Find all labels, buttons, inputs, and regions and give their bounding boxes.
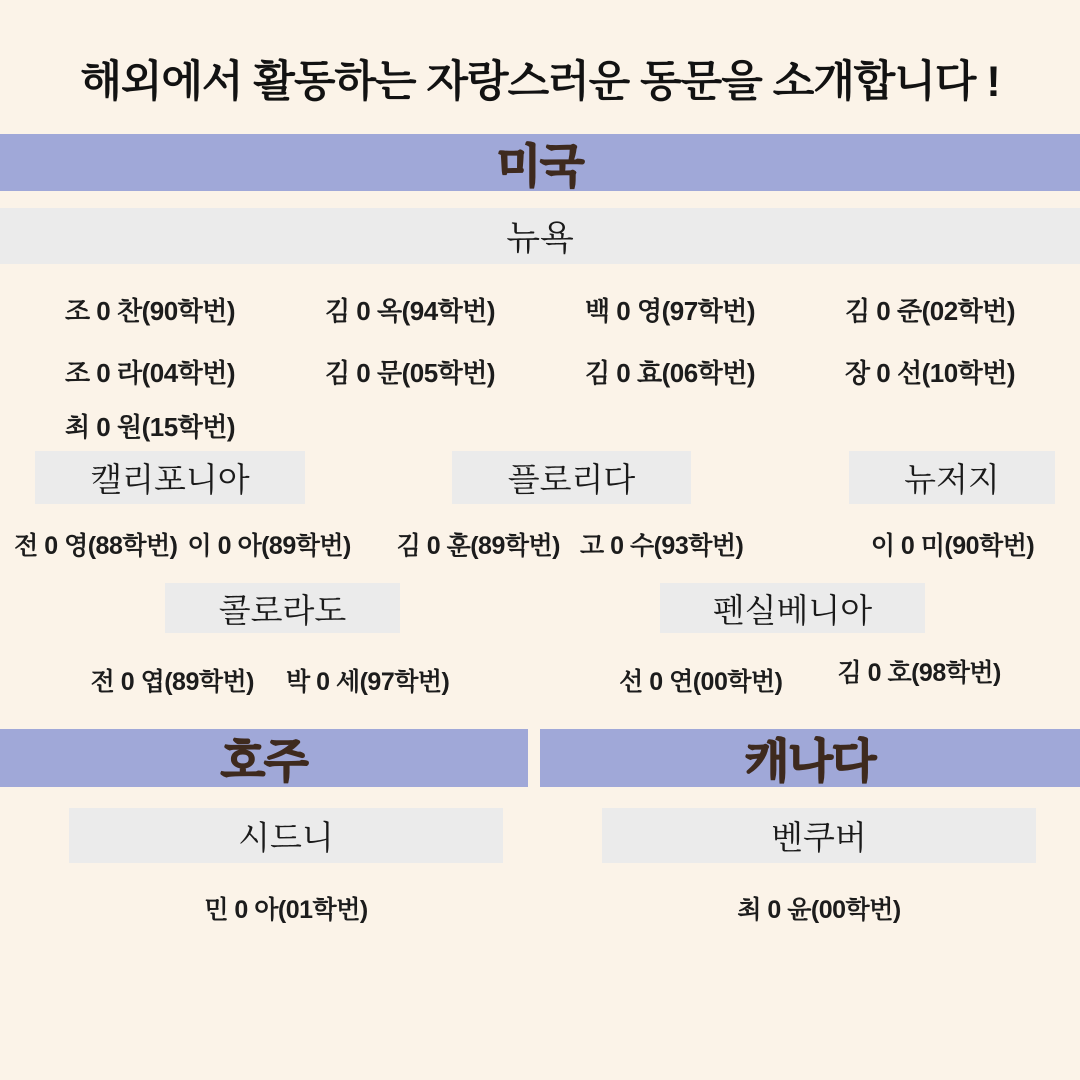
- region-label-new-york: 뉴욕: [506, 219, 574, 258]
- region-label-florida: 플로리다: [507, 461, 636, 498]
- alumni-name: 김 0 문(05학번): [324, 358, 496, 388]
- alumni-name: 이 0 미(90학번): [870, 532, 1035, 560]
- alumni-name: 이 0 아(89학번): [187, 532, 351, 560]
- alumni-name: 최 0 원(15학번): [64, 412, 236, 442]
- alumni-name: 장 0 선(10학번): [844, 358, 1016, 388]
- alumni-name: 김 0 준(02학번): [844, 296, 1016, 326]
- alumni-name: 조 0 라(04학번): [64, 358, 236, 388]
- country-label-usa: 미국: [496, 139, 584, 192]
- alumni-name: 김 0 옥(94학번): [324, 296, 496, 326]
- region-bar-california: [35, 451, 305, 504]
- region-bar-new-york: [0, 208, 1080, 264]
- vancouver-members: [602, 890, 1036, 926]
- colorado-members: [90, 662, 450, 698]
- country-banner-australia: [0, 729, 528, 787]
- alumni-name: 백 0 영(97학번): [584, 296, 756, 326]
- region-bar-pennsylvania: [660, 583, 925, 633]
- region-label-new-jersey: 뉴저지: [904, 461, 1000, 498]
- country-label-canada: 캐나다: [744, 735, 876, 787]
- new-york-name-row-2: [20, 353, 1060, 390]
- region-bar-colorado: [165, 583, 400, 633]
- alumni-name: 김 0 호(98학번): [837, 659, 1001, 687]
- alumni-name: 김 0 훈(89학번): [396, 532, 560, 560]
- region-label-vancouver: 벤쿠버: [771, 819, 867, 856]
- alumni-name: 최 0 윤(00학번): [737, 896, 901, 924]
- alumni-name: 선 0 연(00학번): [619, 668, 783, 696]
- country-banner-canada: [540, 729, 1080, 787]
- page-title: 해외에서 활동하는 자랑스러운 동문을 소개합니다 !: [80, 58, 1000, 106]
- region-bar-florida: [452, 451, 691, 504]
- country-label-australia: 호주: [220, 735, 308, 787]
- alumni-name: 김 0 효(06학번): [584, 358, 756, 388]
- alumni-name: 박 0 세(97학번): [286, 668, 450, 696]
- alumni-name: 고 0 수(93학번): [580, 532, 744, 560]
- pennsylvania-members: [619, 659, 1001, 698]
- region-label-sydney: 시드니: [238, 819, 334, 856]
- country-banner-usa: [0, 134, 1080, 191]
- new-york-name-row-1: [20, 291, 1060, 328]
- alumni-name: 전 0 영(88학번): [14, 532, 178, 560]
- sydney-members: [69, 890, 503, 926]
- alumni-name: 조 0 찬(90학번): [64, 296, 236, 326]
- alumni-name: 민 0 아(01학번): [204, 896, 368, 924]
- region-label-pennsylvania: 펜실베니아: [712, 591, 873, 629]
- alumni-name: 전 0 엽(89학번): [90, 668, 254, 696]
- region-label-colorado: 콜로라도: [218, 591, 347, 629]
- new-york-name-row-3: [20, 407, 1060, 444]
- region-bar-sydney: [69, 808, 503, 863]
- region-bar-vancouver: [602, 808, 1036, 863]
- california-members: [10, 526, 355, 562]
- region-label-california: 캘리포니아: [90, 461, 250, 498]
- florida-members: [395, 526, 745, 562]
- region-bar-new-jersey: [849, 451, 1055, 504]
- new-jersey-members: [780, 526, 1080, 562]
